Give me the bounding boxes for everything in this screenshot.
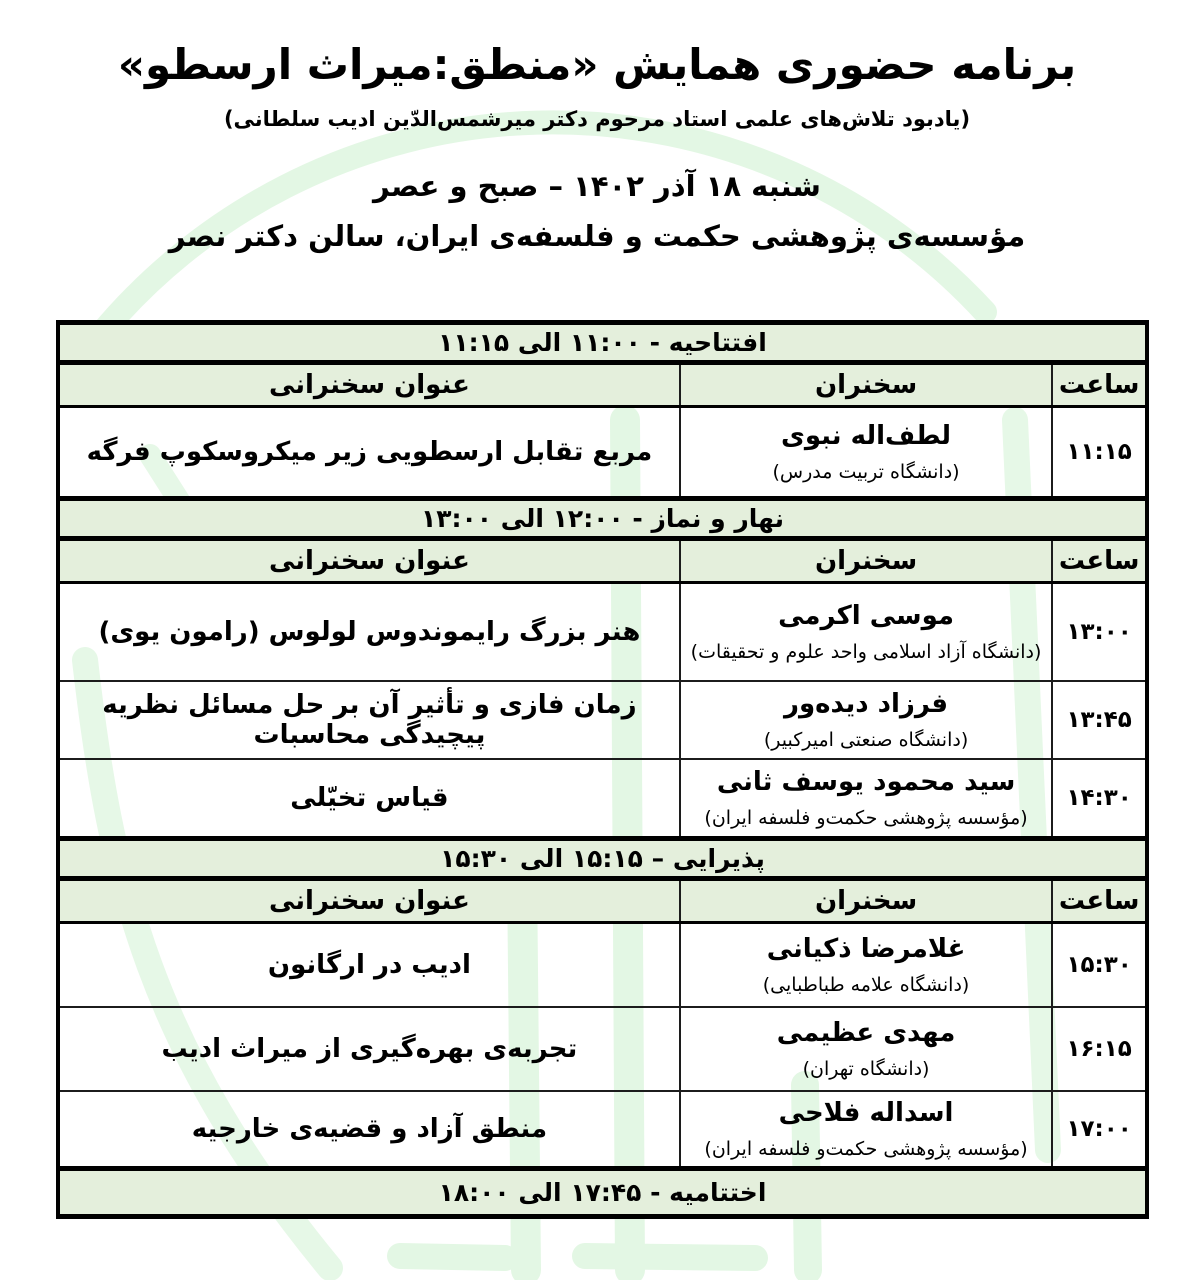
col-header-time: ساعت	[1052, 879, 1147, 923]
document-header	[0, 0, 1194, 253]
speaker-affiliation: (مؤسسه پژوهشی حکمت‌و فلسفه ایران)	[704, 1137, 1028, 1160]
speaker-affiliation: (دانشگاه آزاد اسلامی واحد علوم و تحقیقات)	[690, 640, 1042, 663]
talk-title-cell: مربع تقابل ارسطویی زیر میکروسکوپ فرگه	[58, 407, 680, 499]
session-band-row	[58, 839, 1147, 879]
col-header-speaker: سخنران	[680, 539, 1052, 583]
time-cell: ۱۳:۰۰	[1052, 583, 1147, 681]
speaker-affiliation: (دانشگاه تربیت مدرس)	[772, 461, 960, 483]
session-band-row	[58, 323, 1147, 363]
col-header-time: ساعت	[1052, 363, 1147, 407]
speaker-cell	[680, 583, 1052, 681]
col-header-title: عنوان سخنرانی	[58, 363, 680, 407]
time-cell: ۱۴:۳۰	[1052, 759, 1147, 839]
talk-title-cell: ادیب در ارگانون	[58, 923, 680, 1007]
session-band: نهار و نماز - ۱۲:۰۰ الی ۱۳:۰۰	[58, 499, 1147, 539]
time-cell: ۱۵:۳۰	[1052, 923, 1147, 1007]
talk-title-cell: هنر بزرگ رایموندوس لولوس (رامون یوی)	[58, 583, 680, 681]
speaker-cell	[680, 407, 1052, 499]
col-header-title: عنوان سخنرانی	[58, 539, 680, 583]
col-header-speaker: سخنران	[680, 879, 1052, 923]
speaker-cell	[680, 759, 1052, 839]
table-row	[58, 681, 1147, 759]
session-band-row	[58, 499, 1147, 539]
speaker-affiliation: (مؤسسه پژوهشی حکمت‌و فلسفه ایران)	[704, 806, 1028, 829]
table-row	[58, 759, 1147, 839]
speaker-name: موسی اکرمی	[778, 600, 955, 631]
venue-line: مؤسسه‌ی پژوهشی حکمت و فلسفه‌ی ایران، سالن دکتر نصر	[168, 219, 1026, 253]
speaker-cell	[680, 1007, 1052, 1091]
speaker-affiliation: (دانشگاه علامه طباطبایی)	[762, 973, 970, 996]
talk-title-cell: منطق آزاد و قضیه‌ی خارجیه	[58, 1091, 680, 1169]
speaker-name: مهدی عظیمی	[776, 1017, 956, 1048]
speaker-cell	[680, 923, 1052, 1007]
talk-title-cell: قیاس تخیّلی	[58, 759, 680, 839]
session-band: پذیرایی – ۱۵:۱۵ الی ۱۵:۳۰	[58, 839, 1147, 879]
speaker-affiliation: (دانشگاه صنعتی امیرکبیر)	[763, 728, 969, 751]
speaker-name: لطف‌اله نبوی	[781, 421, 952, 451]
col-header-speaker: سخنران	[680, 363, 1052, 407]
speaker-name: فرزاد دیده‌ور	[784, 688, 949, 719]
column-header-row	[58, 363, 1147, 407]
column-header-row	[58, 539, 1147, 583]
speaker-name: سید محمود یوسف ثانی	[716, 766, 1016, 797]
col-header-time: ساعت	[1052, 539, 1147, 583]
table-row	[58, 1091, 1147, 1169]
closing-band-row	[58, 1169, 1147, 1217]
session-band: افتتاحیه - ۱۱:۰۰ الی ۱۱:۱۵	[58, 323, 1147, 363]
talk-title-cell: زمان فازی و تأثیر آن بر حل مسائل نظریه پیچیدگی محاسبات	[58, 681, 680, 759]
speaker-name: غلامرضا ذکیانی	[766, 933, 966, 964]
closing-band: اختتامیه - ۱۷:۴۵ الی ۱۸:۰۰	[58, 1169, 1147, 1217]
table-row	[58, 923, 1147, 1007]
time-cell: ۱۱:۱۵	[1052, 407, 1147, 499]
table-row	[58, 583, 1147, 681]
schedule-container	[56, 320, 1149, 1219]
column-header-row	[58, 879, 1147, 923]
schedule-table	[56, 320, 1149, 1219]
table-row	[58, 407, 1147, 499]
col-header-title: عنوان سخنرانی	[58, 879, 680, 923]
speaker-name: اسداله فلاحی	[778, 1097, 954, 1128]
time-cell: ۱۳:۴۵	[1052, 681, 1147, 759]
speaker-cell	[680, 681, 1052, 759]
table-row	[58, 1007, 1147, 1091]
speaker-cell	[680, 1091, 1052, 1169]
page-subtitle: (یادبود تلاش‌های علمی استاد مرحوم دکتر میرشمس‌الدّین ادیب سلطانی)	[223, 107, 971, 131]
page-title: برنامه حضوری همایش «منطق:میراث ارسطو»	[117, 40, 1077, 89]
speaker-affiliation: (دانشگاه تهران)	[802, 1057, 930, 1080]
time-cell: ۱۷:۰۰	[1052, 1091, 1147, 1169]
date-line: شنبه ۱۸ آذر ۱۴۰۲ – صبح و عصر	[373, 169, 821, 203]
time-cell: ۱۶:۱۵	[1052, 1007, 1147, 1091]
talk-title-cell: تجربه‌ی بهره‌گیری از میراث ادیب	[58, 1007, 680, 1091]
